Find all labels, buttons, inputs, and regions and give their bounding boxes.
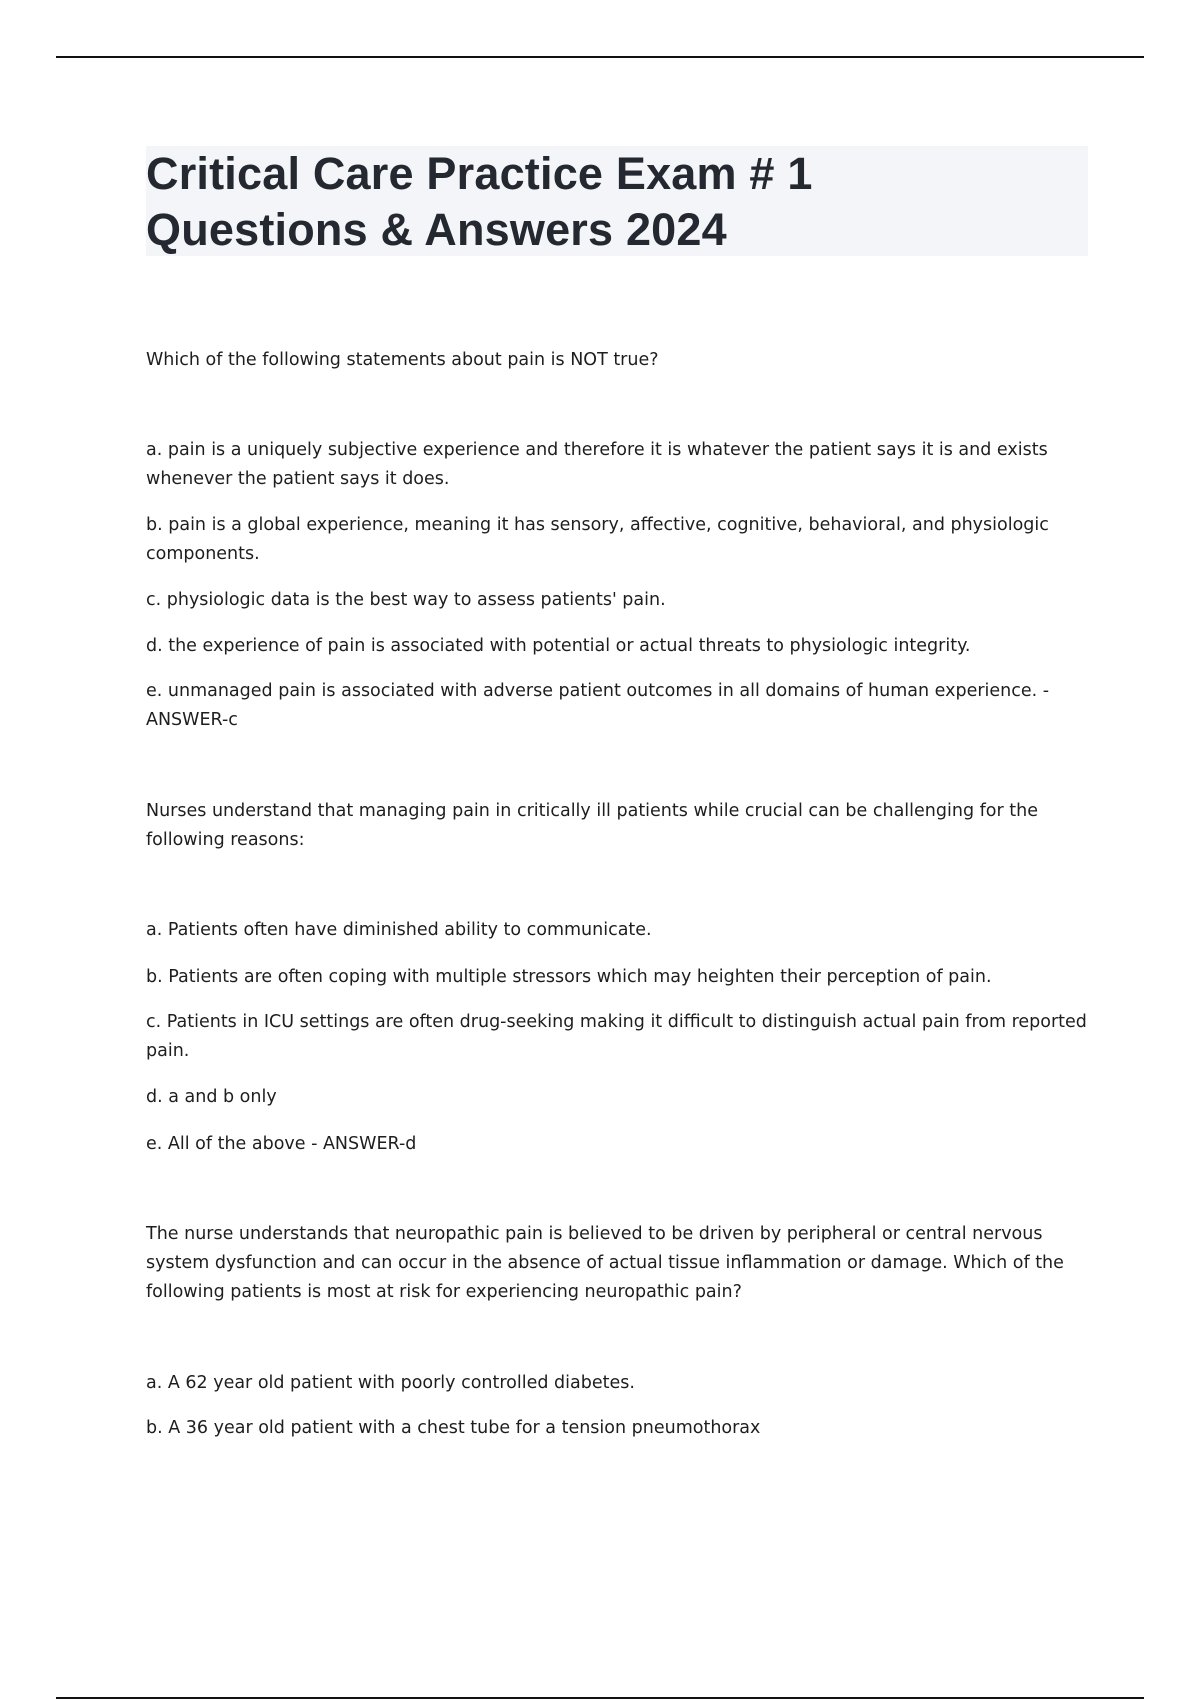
question-2-option-c: c. Patients in ICU settings are often drug-seeking making it difficult to distinguish actual pain from reported pain. <box>146 1012 1087 1061</box>
question-2-option-e: e. All of the above - ANSWER-d <box>146 1134 417 1154</box>
document-title-line-1: Critical Care Practice Exam # 1 <box>146 148 813 199</box>
question-1-option-e: e. unmanaged pain is associated with adverse patient outcomes in all domains of human experience. - ANSWER-c <box>146 681 1050 730</box>
question-1-option-a: a. pain is a uniquely subjective experience and therefore it is whatever the patient says it is and exists whenever the patient says it does. <box>146 440 1048 489</box>
question-1-option-b: b. pain is a global experience, meaning it has sensory, affective, cognitive, behavioral, and physiologic components. <box>146 515 1049 564</box>
question-1-option-d: d. the experience of pain is associated with potential or actual threats to physiologic integrity. <box>146 636 971 656</box>
question-2-prompt: Nurses understand that managing pain in critically ill patients while crucial can be challenging for the following reasons: <box>146 801 1038 850</box>
question-2-option-d: d. a and b only <box>146 1087 277 1107</box>
question-1-prompt: Which of the following statements about pain is NOT true? <box>146 350 659 370</box>
title-block <box>146 146 1088 256</box>
question-2-option-b: b. Patients are often coping with multiple stressors which may heighten their perception of pain. <box>146 967 992 987</box>
bottom-rule <box>56 1697 1144 1699</box>
question-3-prompt: The nurse understands that neuropathic pain is believed to be driven by peripheral or central nervous system dysfunction and can occur in the absence of actual tissue inflammation or damage. Which of the following patients is most at risk for experiencing neuropathic pain? <box>146 1224 1064 1302</box>
question-1-option-c: c. physiologic data is the best way to assess patients' pain. <box>146 590 666 610</box>
top-rule <box>56 56 1144 58</box>
question-3-option-b: b. A 36 year old patient with a chest tube for a tension pneumothorax <box>146 1418 761 1438</box>
question-3-option-a: a. A 62 year old patient with poorly controlled diabetes. <box>146 1373 635 1393</box>
question-2-option-a: a. Patients often have diminished ability to communicate. <box>146 920 652 940</box>
document-title-line-2: Questions & Answers 2024 <box>146 204 727 255</box>
